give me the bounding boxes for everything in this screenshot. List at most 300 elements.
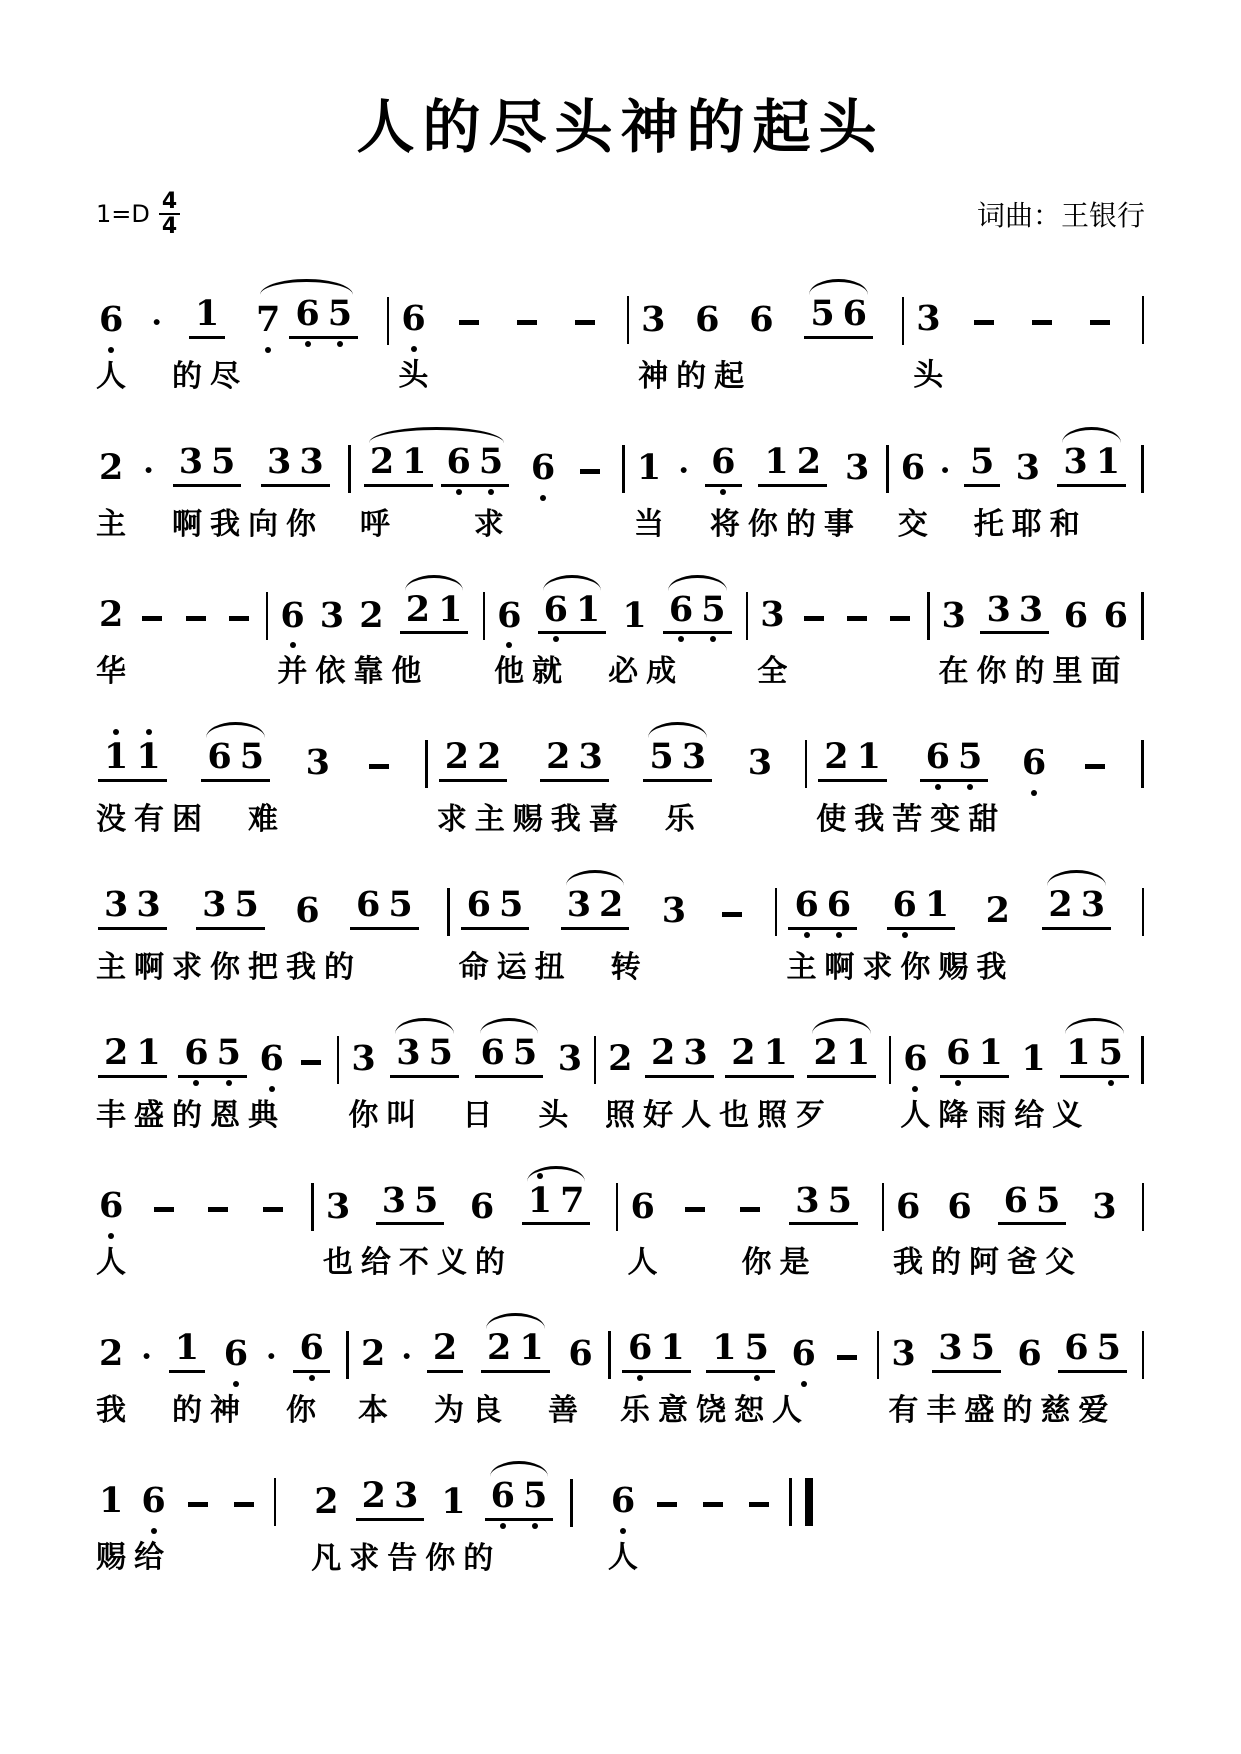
barline	[1142, 296, 1145, 344]
dash	[657, 1502, 677, 1507]
note: 3	[747, 742, 773, 784]
dash	[1032, 320, 1052, 325]
note: 6	[946, 1031, 971, 1073]
barline	[622, 445, 625, 493]
notation-row	[935, 568, 1149, 655]
notation-row	[92, 1306, 354, 1393]
barline	[882, 1183, 885, 1231]
lyric-row: 人	[96, 1245, 134, 1279]
note: 6	[749, 299, 774, 341]
note: 6	[826, 884, 852, 926]
lyric-row: 赐给	[96, 1541, 172, 1575]
barline	[348, 445, 351, 493]
notation-row	[319, 1159, 624, 1246]
barline	[274, 1478, 277, 1526]
note: 6	[568, 1333, 593, 1375]
note: 3	[1015, 446, 1041, 488]
notation-row	[344, 1011, 601, 1098]
beam-group	[481, 1327, 550, 1373]
note: 2	[432, 1327, 458, 1369]
lyric-row: 乐意饶恕人	[620, 1394, 811, 1428]
note: 2	[1048, 884, 1073, 926]
notation-row	[92, 1454, 281, 1540]
note: 2	[444, 736, 470, 778]
note: 3	[393, 1475, 419, 1517]
note: 1	[924, 884, 950, 926]
slur-group	[639, 736, 716, 782]
dash	[234, 1502, 254, 1507]
note: 5	[969, 440, 995, 482]
note: 6	[99, 1184, 124, 1226]
measure	[935, 568, 1149, 695]
measure	[433, 715, 812, 842]
note: 1	[174, 1327, 200, 1369]
note: 3	[351, 1037, 376, 1079]
score	[92, 272, 1149, 1581]
system	[92, 715, 1149, 842]
lyric-row: 在你的里面	[938, 655, 1129, 689]
slur-group	[251, 293, 362, 341]
slur-group	[197, 736, 274, 782]
measure	[630, 420, 894, 547]
measure	[92, 1454, 281, 1581]
dash	[749, 1502, 769, 1507]
note: 6	[925, 736, 950, 778]
note: 1	[575, 588, 601, 630]
system	[92, 1306, 1149, 1433]
note: 3	[578, 736, 603, 778]
lyric-row: 我的阿爸父	[893, 1246, 1084, 1280]
note: 3	[845, 446, 870, 488]
lyric-row: 本 为良 善	[358, 1394, 587, 1428]
dash	[142, 616, 162, 621]
lyric-row: 主啊求你赐我	[786, 950, 1015, 984]
measure	[909, 272, 1149, 399]
note: 3	[641, 299, 666, 341]
beam-group	[804, 293, 873, 339]
beam-group	[196, 884, 265, 930]
note: 1	[712, 1327, 737, 1369]
notation-row	[394, 272, 634, 358]
measure	[782, 863, 1149, 990]
notation-row	[604, 1454, 818, 1540]
beam-group	[1042, 884, 1111, 930]
beam-group	[940, 1031, 1009, 1078]
notation-row	[601, 1011, 896, 1098]
note: 6	[791, 1333, 816, 1375]
lyric-row: 主啊求你把我的	[96, 950, 362, 984]
dash	[974, 320, 994, 325]
measure	[604, 1454, 818, 1581]
measure	[753, 568, 934, 695]
beam-group	[427, 1327, 463, 1373]
barline	[886, 445, 889, 493]
barline	[1141, 1036, 1144, 1084]
system	[92, 863, 1149, 990]
beam-group	[201, 736, 270, 782]
barline	[616, 1183, 619, 1231]
note: 6	[1003, 1179, 1028, 1221]
beam-group	[540, 736, 609, 782]
lyric-row: 也给不义的	[322, 1246, 513, 1280]
lyric-row: 他就 必成	[494, 655, 685, 689]
beam-group	[485, 1475, 554, 1521]
note: 5	[744, 1327, 769, 1369]
dash	[1085, 764, 1105, 769]
measure	[354, 1306, 616, 1433]
beam-group	[807, 1031, 876, 1078]
note: 3	[1063, 440, 1088, 482]
beam-group	[998, 1179, 1067, 1226]
note: 6	[446, 440, 471, 482]
measure	[307, 1454, 578, 1581]
barline	[902, 297, 905, 345]
dash	[685, 1207, 705, 1212]
slur-group	[396, 588, 473, 635]
note: 5	[649, 736, 674, 778]
barline	[346, 1331, 349, 1379]
beam-group	[789, 1179, 858, 1226]
note: 2	[361, 1333, 386, 1375]
beam-group	[920, 736, 989, 782]
lyric-row: 呼 求	[359, 507, 512, 541]
note: 6	[280, 594, 305, 636]
beam-group	[98, 736, 167, 782]
barline	[1141, 740, 1144, 788]
aug-dot: ·	[151, 302, 163, 341]
measure	[455, 863, 783, 990]
beam-group	[643, 736, 712, 782]
note: 1	[845, 1031, 871, 1073]
note: 5	[512, 1031, 538, 1073]
note: 3	[299, 440, 324, 482]
note: 3	[891, 1333, 916, 1375]
beam-group	[1057, 440, 1126, 487]
measure	[92, 568, 273, 695]
time-signature	[159, 190, 180, 238]
note: 6	[295, 293, 320, 335]
meter-numerator: 4	[159, 190, 180, 215]
key-signature	[96, 190, 180, 238]
note: 7	[560, 1179, 585, 1221]
notation-row	[307, 1454, 578, 1541]
lyric-row: 求主赐我喜 乐	[436, 803, 703, 837]
note: 6	[480, 1031, 505, 1073]
lyric-row: 丰盛的恩典	[96, 1098, 286, 1132]
note: 6	[1103, 594, 1128, 636]
measure	[623, 1159, 889, 1286]
note: 2	[405, 588, 431, 630]
dash	[837, 1355, 857, 1360]
dash	[890, 616, 910, 621]
note: 3	[557, 1037, 583, 1079]
note: 3	[104, 884, 129, 926]
measure	[634, 272, 909, 399]
note: 1	[527, 1179, 553, 1221]
beam-group	[522, 1179, 591, 1226]
notation-row	[623, 1159, 889, 1246]
dash	[722, 912, 742, 917]
barline	[775, 888, 778, 936]
beam-group	[461, 884, 530, 930]
system	[92, 272, 1149, 399]
note: 1	[978, 1031, 1003, 1073]
notation-row	[92, 272, 394, 359]
notation-row	[812, 715, 1149, 802]
beam-group	[818, 736, 887, 782]
note: 3	[396, 1031, 421, 1073]
lyric-row: 你叫 日 头	[348, 1098, 577, 1132]
dash	[263, 1207, 283, 1212]
note: 3	[1018, 588, 1044, 630]
beam-group	[1060, 1031, 1129, 1078]
dash	[847, 616, 867, 621]
notation-row	[354, 1306, 616, 1393]
slur-group	[1056, 1031, 1133, 1078]
lyric-row: 主 啊我向你	[96, 507, 324, 541]
lyric-row: 人 你是	[627, 1246, 818, 1280]
barline	[1142, 888, 1145, 936]
barline	[1142, 1331, 1145, 1379]
note: 6	[630, 1185, 655, 1227]
note: 6	[668, 588, 694, 630]
barline	[447, 888, 450, 936]
note: 5	[827, 1179, 853, 1221]
notation-row	[753, 568, 934, 654]
beam-group	[173, 440, 242, 487]
note: 1	[99, 1480, 124, 1522]
note: 2	[796, 440, 822, 482]
notation-row	[273, 568, 490, 655]
barline	[570, 1479, 573, 1527]
note: 5	[388, 884, 413, 926]
note: 6	[610, 1480, 636, 1522]
dash	[703, 1502, 723, 1507]
aug-dot: ·	[140, 1337, 153, 1376]
measure	[394, 272, 634, 399]
measure	[92, 1159, 319, 1286]
barline	[927, 592, 930, 640]
measure	[884, 1306, 1149, 1433]
note: 3	[1080, 884, 1106, 926]
beam-group	[932, 1327, 1001, 1373]
note: 6	[892, 884, 917, 926]
slur-group	[360, 440, 513, 487]
aug-dot: ·	[401, 1337, 413, 1376]
slur-group	[534, 588, 611, 635]
beam-group	[350, 884, 419, 930]
barline	[627, 296, 630, 344]
note: 1	[856, 736, 881, 778]
barline	[1141, 445, 1144, 493]
measure	[319, 1159, 624, 1286]
note: 6	[530, 446, 556, 488]
beam-group	[189, 293, 225, 339]
beam-group	[356, 1475, 425, 1521]
note: 3	[202, 884, 227, 926]
note: 5	[414, 1179, 439, 1221]
note: 2	[985, 890, 1011, 932]
barline	[805, 740, 808, 788]
note: 1	[519, 1327, 544, 1369]
lyric-row: 人 的尽	[96, 359, 248, 393]
system	[92, 420, 1149, 547]
note: 5	[957, 736, 983, 778]
measure	[92, 272, 394, 399]
lyric-row: 并依靠他	[277, 655, 430, 689]
barline	[1141, 592, 1144, 640]
credit: 词曲：王银行	[976, 199, 1145, 233]
note: 6	[900, 446, 926, 488]
beam-group	[887, 884, 956, 930]
notation-row	[92, 1011, 344, 1098]
slur-group	[800, 293, 877, 339]
lyric-row: 有丰盛的慈爱	[888, 1394, 1117, 1428]
lyric-row: 头	[398, 359, 437, 393]
dash	[575, 320, 595, 325]
note: 3	[381, 1179, 407, 1221]
note: 6	[401, 298, 426, 340]
slur-group	[659, 588, 736, 635]
beam-group	[1058, 1327, 1127, 1373]
lyric-row: 没有困 难	[96, 803, 286, 837]
note: 6	[1063, 594, 1089, 636]
barline	[1142, 1183, 1145, 1231]
aug-dot: ·	[939, 450, 951, 489]
dash	[740, 1207, 760, 1212]
notation-row	[92, 715, 433, 802]
notation-row	[490, 568, 753, 655]
note: 2	[599, 884, 624, 926]
beam-group	[538, 588, 607, 635]
notation-row	[909, 272, 1149, 358]
note: 3	[305, 742, 331, 784]
note: 2	[813, 1031, 838, 1073]
dash	[301, 1060, 321, 1065]
note: 6	[184, 1031, 209, 1073]
note: 6	[497, 594, 522, 636]
note: 2	[361, 1475, 386, 1517]
beam-group	[441, 440, 510, 487]
note: 5	[1096, 1327, 1121, 1369]
final-barline-thin	[789, 1478, 792, 1526]
meter-denominator: 4	[161, 214, 178, 240]
key-label: 1=D	[96, 200, 150, 229]
note: 1	[1095, 440, 1121, 482]
note: 6	[628, 1327, 653, 1369]
notation-row	[92, 863, 455, 950]
note: 5	[1035, 1179, 1061, 1221]
note: 5	[428, 1031, 453, 1073]
note: 5	[701, 588, 726, 630]
final-barline-thick	[805, 1478, 813, 1526]
beam-group	[261, 440, 330, 487]
note: 3	[319, 594, 345, 636]
barline	[266, 592, 269, 640]
dash	[188, 1502, 208, 1507]
note: 6	[99, 299, 124, 341]
note: 6	[896, 1185, 921, 1227]
lyric-row: 命运扭 转	[458, 950, 649, 984]
note: 1	[660, 1327, 685, 1369]
measure	[92, 1011, 344, 1138]
beam-group	[376, 1179, 445, 1226]
note: 6	[295, 890, 320, 932]
note: 1	[763, 1031, 788, 1073]
system	[92, 1011, 1149, 1138]
beam-group	[561, 884, 630, 930]
note: 3	[938, 1327, 963, 1369]
beam-group	[98, 1031, 167, 1078]
beam-group	[390, 1031, 459, 1078]
header-row	[92, 190, 1149, 238]
measure	[616, 1306, 884, 1433]
beam-group	[788, 884, 857, 930]
measure	[273, 568, 490, 695]
beam-group	[980, 588, 1049, 635]
note: 5	[216, 1031, 241, 1073]
lyric-row: 照好人也照歹	[605, 1098, 834, 1132]
notation-row	[634, 272, 909, 359]
note: 3	[681, 736, 707, 778]
dash	[580, 469, 600, 474]
aug-dot: ·	[678, 450, 690, 489]
note: 1	[104, 736, 129, 778]
slur-group	[1053, 440, 1130, 487]
beam-group	[400, 588, 469, 635]
note: 1	[194, 293, 220, 335]
dash	[804, 616, 824, 621]
note: 6	[842, 293, 868, 335]
dash	[517, 320, 537, 325]
note: 6	[947, 1185, 972, 1227]
note: 2	[546, 736, 571, 778]
beam-group	[663, 588, 732, 635]
note: 6	[355, 884, 381, 926]
note: 6	[1017, 1333, 1042, 1375]
note: 7	[256, 299, 281, 341]
dash	[369, 764, 389, 769]
barline	[483, 592, 486, 640]
note: 1	[441, 1481, 466, 1523]
notation-row	[894, 420, 1149, 507]
barline	[889, 1036, 892, 1084]
note: 1	[1066, 1031, 1091, 1073]
measure	[812, 715, 1149, 842]
note: 3	[683, 1031, 708, 1073]
barline	[608, 1331, 611, 1379]
lyric-row: 使我苦变甜	[816, 803, 1007, 837]
lyric-row: 神的起	[638, 359, 753, 393]
lyric-row: 头	[913, 359, 952, 393]
barline	[746, 592, 749, 640]
note: 5	[810, 293, 835, 335]
notation-row	[884, 1306, 1149, 1393]
note: 5	[970, 1327, 995, 1369]
slur-group	[518, 1179, 595, 1226]
system	[92, 568, 1149, 695]
note: 2	[359, 594, 384, 636]
lyric-row: 当 将你的事	[633, 507, 862, 541]
note: 6	[490, 1475, 516, 1517]
notation-row	[896, 1011, 1149, 1098]
notation-row	[630, 420, 894, 507]
note: 6	[259, 1037, 284, 1079]
measure	[344, 1011, 601, 1138]
note: 1	[636, 446, 662, 488]
slur-group	[477, 1327, 554, 1373]
measure	[889, 1159, 1149, 1286]
